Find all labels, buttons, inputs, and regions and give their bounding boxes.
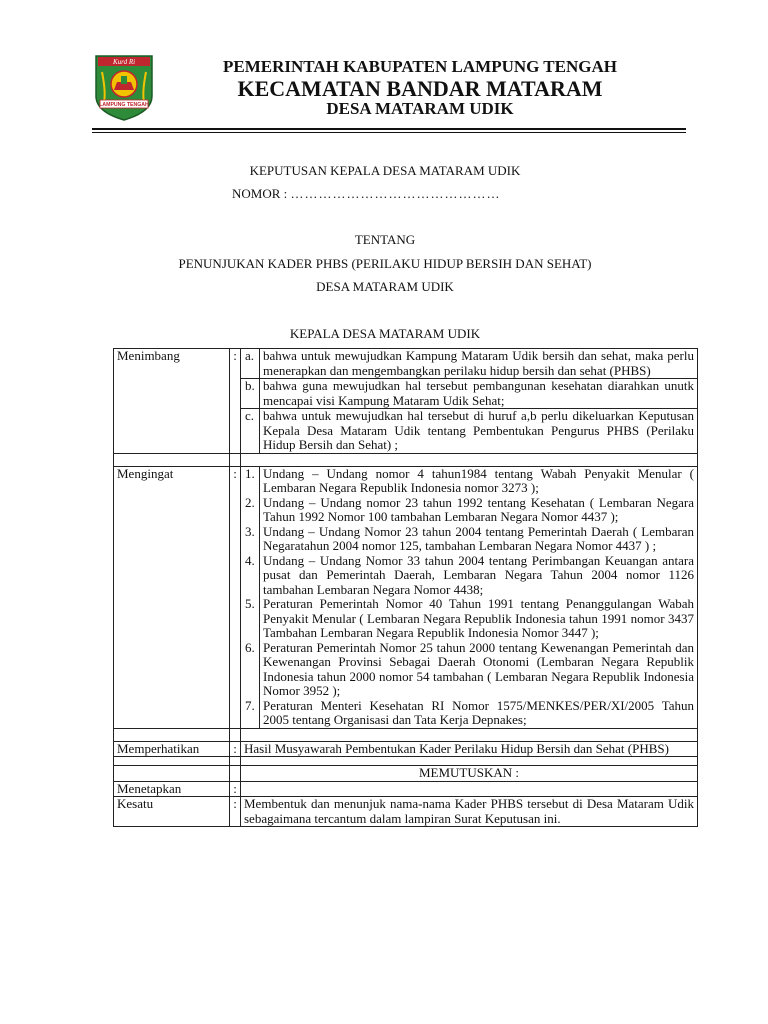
menimbang-row-a	[114, 349, 698, 379]
mengingat-item-text: Peraturan Pemerintah Nomor 40 Tahun 1991 tentang Penanggulangan Wabah Penyakit Menular ( Lembaran Negara Republik Indonesia tahun 1991 nomor 3437 Tambahan Lembaran Negara Republik Indonesia Nomor 3447 );	[260, 597, 698, 641]
memperhatikan-text: Hasil Musyawarah Pembentukan Kader Perilaku Hidup Bersih dan Sehat (PHBS)	[241, 741, 698, 757]
menimbang-item-text: bahwa untuk mewujudkan hal tersebut di huruf a,b perlu dikeluarkan Keputusan Kepala Desa Mataram Udik tentang Pembentukan Pengurus PHBS (Perilaku Hidup Bersih dan Sehat) ;	[260, 409, 698, 454]
decree-number-placeholder: ………………………………………	[290, 186, 501, 201]
decree-number	[232, 186, 501, 202]
menimbang-item-text: bahwa guna mewujudkan hal tersebut pembangunan kesehatan diarahkan unutk mencapai visi Kampung Mataram Udik Sehat;	[260, 379, 698, 409]
spacer-row	[114, 728, 698, 741]
menetapkan-row	[114, 781, 698, 797]
letterhead-divider-thin	[92, 132, 686, 133]
memperhatikan-row	[114, 741, 698, 757]
lampung-tengah-emblem-logo	[92, 52, 156, 122]
mengingat-colon: :	[230, 466, 241, 728]
decree-village: DESA MATARAM UDIK	[316, 279, 454, 294]
memutuskan-heading: MEMUTUSKAN :	[241, 766, 698, 782]
memutuskan-row	[114, 766, 698, 782]
letterhead-village: DESA MATARAM UDIK	[326, 99, 514, 118]
list-marker: 5.	[241, 597, 260, 641]
list-marker: a.	[241, 349, 260, 379]
mengingat-item-text: Peraturan Menteri Kesehatan RI Nomor 1575/MENKES/PER/XI/2005 Tahun 2005 tentang Organisasi dan Tata Kerja Depnakes;	[260, 699, 698, 729]
kesatu-row	[114, 797, 698, 827]
memperhatikan-colon: :	[230, 741, 241, 757]
memperhatikan-label: Memperhatikan	[114, 741, 230, 757]
decree-subject: PENUNJUKAN KADER PHBS (PERILAKU HIDUP BERSIH DAN SEHAT)	[178, 256, 592, 271]
svg-text:LAMPUNG TENGAH: LAMPUNG TENGAH	[99, 102, 149, 108]
menetapkan-label: Menetapkan	[114, 781, 230, 797]
menimbang-colon: :	[230, 349, 241, 454]
kesatu-label: Kesatu	[114, 797, 230, 827]
svg-text:Kurd Ri: Kurd Ri	[112, 58, 136, 66]
menimbang-item-text: bahwa untuk mewujudkan Kampung Mataram Udik bersih dan sehat, maka perlu menerapkan dan mengembangkan perilaku hidup bersih dan sehat (PHBS)	[260, 349, 698, 379]
decree-title: KEPUTUSAN KEPALA DESA MATARAM UDIK	[249, 163, 521, 178]
decree-body-table	[113, 348, 698, 827]
mengingat-label: Mengingat	[114, 466, 230, 728]
spacer-row	[114, 453, 698, 466]
letterhead-regency: PEMERINTAH KABUPATEN LAMPUNG TENGAH	[222, 57, 617, 76]
decree-number-label: NOMOR :	[232, 186, 288, 201]
list-marker: 1.	[241, 466, 260, 496]
list-marker: 3.	[241, 525, 260, 554]
list-marker: 2.	[241, 496, 260, 525]
mengingat-item-text: Undang – Undang nomor 4 tahun1984 tentang Wabah Penyakit Menular ( Lembaran Negara Republik Indonesia nomor 3273 );	[260, 466, 698, 496]
mengingat-item-text: Peraturan Pemerintah Nomor 25 tahun 2000 tentang Kewenangan Pemerintah dan Kewenangan Provinsi Sebagai Daerah Otonomi (Lembaran Negara Republik Indonesia tahun 2000 nomor 54 tambahan ( Lembaran Negara Republik Indonesia Nomor 3952 );	[260, 641, 698, 699]
kesatu-text: Membentuk dan menunjuk nama-nama Kader PHBS tersebut di Desa Mataram Udik sebagaimana tercantum dalam lampiran Surat Keputusan ini.	[241, 797, 698, 827]
tentang-heading: TENTANG	[354, 232, 416, 247]
mengingat-item-text: Undang – Undang Nomor 23 tahun 2004 tentang Pemerintah Daerah ( Lembaran Negaratahun 2004 nomor 125, tambahan Lembaran Negara Nomor 4437 ) ;	[260, 525, 698, 554]
mengingat-item-text: Undang – Undang Nomor 33 tahun 2004 tentang Perimbangan Keuangan antara pusat dan Pemerintah Daerah, Lembaran Negara Tahun 2004 nomor 1126 tambahan Lembaran Negara Nomor 4438;	[260, 554, 698, 598]
kesatu-colon: :	[230, 797, 241, 827]
letterhead-district: KECAMATAN BANDAR MATARAM	[237, 76, 603, 101]
list-marker: 4.	[241, 554, 260, 598]
decree-issuer: KEPALA DESA MATARAM UDIK	[289, 326, 481, 341]
list-marker: 6.	[241, 641, 260, 699]
menimbang-label: Menimbang	[114, 349, 230, 454]
spacer-row	[114, 757, 698, 766]
menetapkan-colon: :	[230, 781, 241, 797]
mengingat-row	[114, 466, 698, 496]
mengingat-item-text: Undang – Undang nomor 23 tahun 1992 tentang Kesehatan ( Lembaran Negara Tahun 1992 Nomor 100 tambahan Lembaran Negara Nomor 4437 );	[260, 496, 698, 525]
list-marker: 7.	[241, 699, 260, 729]
letterhead-divider-thick	[92, 128, 686, 130]
list-marker: b.	[241, 379, 260, 409]
list-marker: c.	[241, 409, 260, 454]
